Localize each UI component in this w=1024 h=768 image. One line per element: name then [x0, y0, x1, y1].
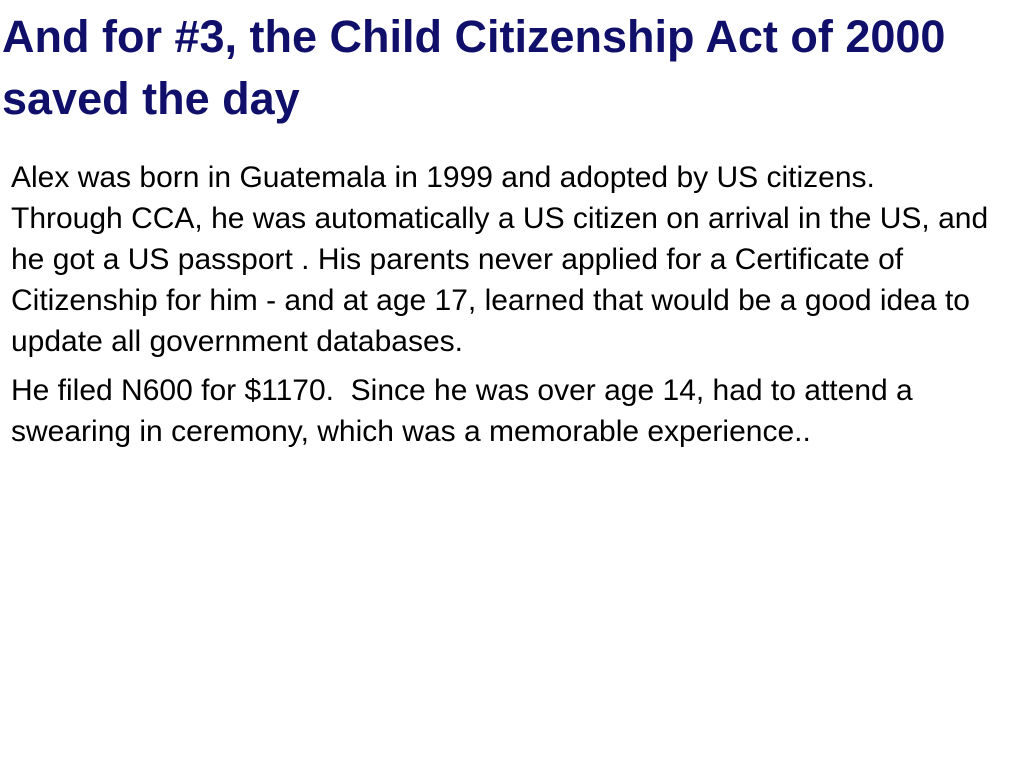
body-paragraph-1: Alex was born in Guatemala in 1999 and adopted by US citizens. Through CCA, he was automatically a US citizen on arrival in the US, and he got a US passport . His parents never applied for a Certificate of Citizenship for him - and at age 17, learned that would be a good idea to update all government databases.	[11, 161, 997, 358]
slide-body	[11, 157, 1001, 460]
body-paragraph-2: He filed N600 for $1170. Since he was over age 14, had to attend a swearing in ceremony, which was a memorable experience..	[11, 374, 922, 448]
slide-title: And for #3, the Child Citizenship Act of 2000 saved the day	[2, 11, 946, 124]
